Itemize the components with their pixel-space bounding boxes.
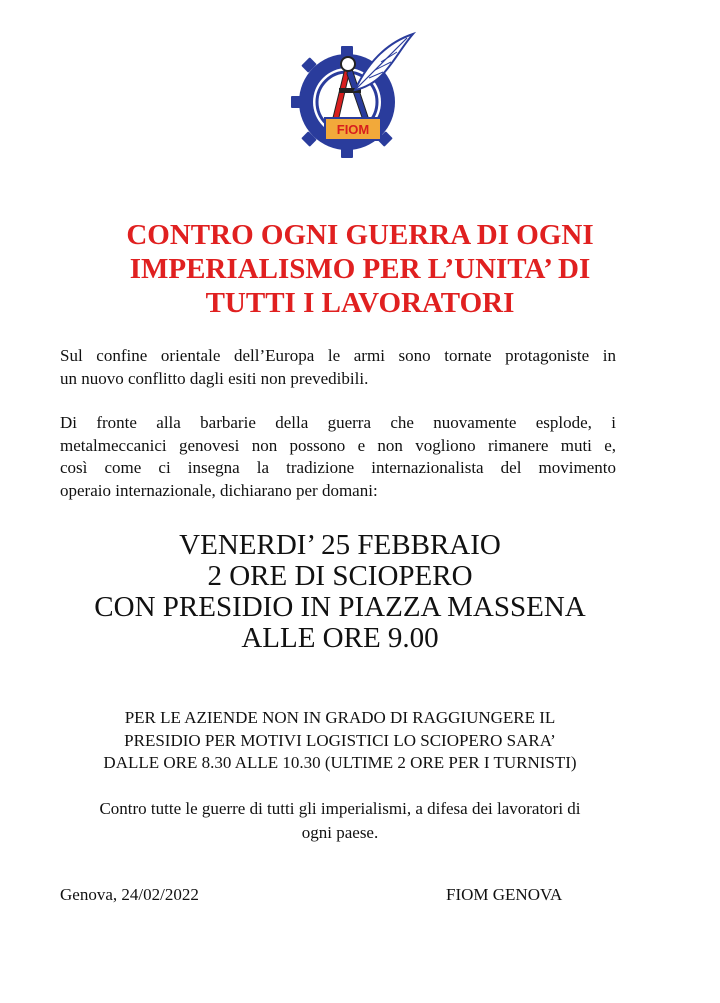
note-line: DALLE ORE 8.30 ALLE 10.30 (ULTIME 2 ORE PER I TURNISTI) [103,753,577,772]
closing-statement [40,797,640,845]
page-title [40,218,680,320]
signature: FIOM GENOVA [446,885,563,904]
title-line: CONTRO OGNI GUERRA DI OGNI [126,219,594,251]
announcement-line: CON PRESIDIO IN PIAZZA MASSENA [94,591,586,623]
title-line: TUTTI I LAVORATORI [205,287,515,319]
fiom-logo [285,30,420,165]
paragraph-line: operaio internazionale, dichiarano per domani: [60,480,378,500]
logistics-note [40,707,640,775]
logo-text: FIOM [336,122,370,137]
closing-line: Contro tutte le guerre di tutti gli imperialismi, a difesa dei lavoratori di [99,799,581,818]
paragraph-line: un nuovo conflitto dagli esiti non prevedibili. [60,368,369,388]
declaration-paragraph [60,412,616,502]
announcement-line: 2 ORE DI SCIOPERO [207,560,473,592]
closing-line: ogni paese. [301,823,379,842]
announcement-line: ALLE ORE 9.00 [241,622,439,654]
paragraph-line: metalmeccanici genovesi non possono e non vogliono rimanere muti e, [60,435,616,455]
announcement-line: VENERDI’ 25 FEBBRAIO [179,529,501,561]
paragraph-line: così come ci insegna la tradizione internazionalista del movimento [60,458,616,477]
strike-announcement [40,530,640,654]
note-line: PRESIDIO PER MOTIVI LOGISTICI LO SCIOPERO SARA’ [124,730,556,750]
title-line: IMPERIALISMO PER L’UNITA’ DI [129,253,591,285]
paragraph-line: Sul confine orientale dell’Europa le armi sono tornate protagoniste in [60,346,616,365]
note-line: PER LE AZIENDE NON IN GRADO DI RAGGIUNGERE IL [124,708,556,727]
paragraph-line: Di fronte alla barbarie della guerra che nuovamente esplode, i [60,413,616,432]
place-date: Genova, 24/02/2022 [60,885,199,904]
intro-paragraph [60,345,616,390]
fiom-badge [325,118,381,140]
